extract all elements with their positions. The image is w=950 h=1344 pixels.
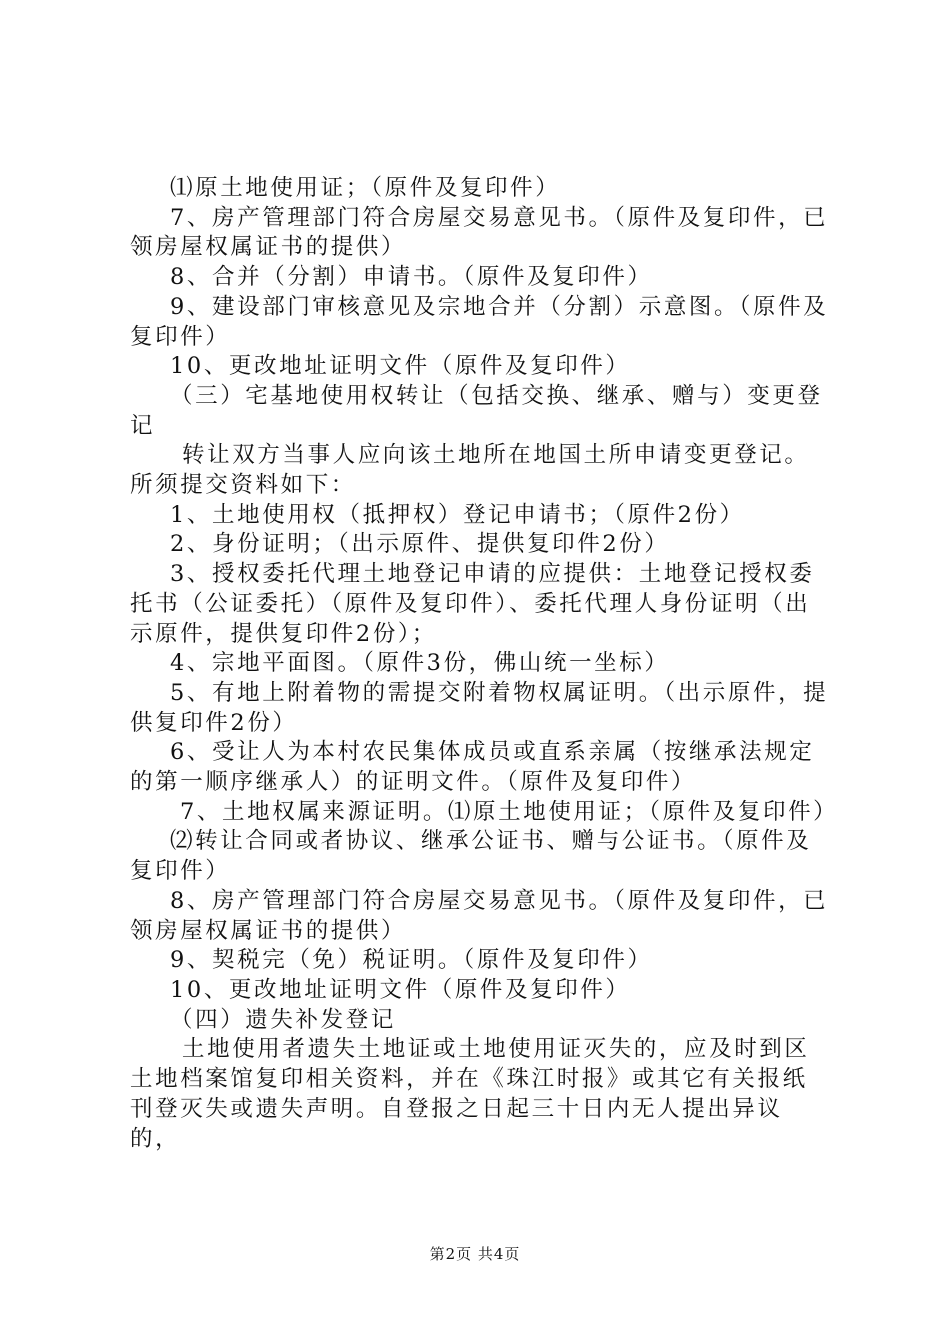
paragraph: 2、身份证明；（出示原件、提供复印件2份）: [170, 531, 670, 558]
paragraph: 8、房产管理部门符合房屋交易意见书。（原件及复印件，已领房屋权属证书的提供）: [130, 887, 829, 944]
paragraph: 7、房产管理部门符合房屋交易意见书。（原件及复印件，已领房屋权属证书的提供）: [130, 204, 829, 261]
paragraph: ⑴原土地使用证；（原件及复印件）: [170, 175, 561, 201]
paragraph: 10、更改地址证明文件（原件及复印件）: [170, 353, 631, 380]
paragraph: 3、授权委托代理土地登记申请的应提供：土地登记授权委托书（公证委托）（原件及复印件）、委托代理人身份证明（出示原件，提供复印件2份）；: [130, 561, 815, 647]
paragraph: 4、宗地平面图。（原件3份，佛山统一坐标）: [170, 650, 670, 677]
paragraph: （四）遗失补发登记: [170, 1006, 396, 1033]
paragraph: 8、合并（分割）申请书。（原件及复印件）: [170, 264, 653, 291]
paragraph: 9、契税完（免）税证明。（原件及复印件）: [170, 947, 653, 974]
paragraph: 10、更改地址证明文件（原件及复印件）: [170, 976, 631, 1003]
paragraph: ⑵转让合同或者协议、继承公证书、赠与公证书。（原件及复印件）: [130, 828, 812, 885]
paragraph: 7、土地权属来源证明。⑴原土地使用证；（原件及复印件）: [180, 798, 839, 825]
paragraph: 9、建设部门审核意见及宗地合并（分割）示意图。（原件及复印件）: [130, 293, 829, 350]
paragraph: 5、有地上附着物的需提交附着物权属证明。（出示原件，提供复印件2份）: [130, 679, 829, 736]
page-footer: 第2页 共4页: [429, 1245, 521, 1263]
document-body: [130, 174, 839, 1154]
paragraph: （三）宅基地使用权转让（包括交换、继承、赠与）变更登记: [130, 382, 823, 439]
paragraph: 1、土地使用权（抵押权）登记申请书；（原件2份）: [170, 501, 745, 528]
paragraph: 转让双方当事人应向该土地所在地国土所申请变更登记。所须提交资料如下：: [130, 442, 810, 499]
paragraph: 土地使用者遗失土地证或土地使用证灭失的，应及时到区土地档案馆复印相关资料，并在《珠江时报》或其它有关报纸刊登灭失或遗失声明。自登报之日起三十日内无人提出异议的，: [130, 1036, 810, 1152]
paragraph: 6、受让人为本村农民集体成员或直系亲属（按继承法规定的第一顺序继承人）的证明文件。（原件及复印件）: [130, 739, 815, 796]
